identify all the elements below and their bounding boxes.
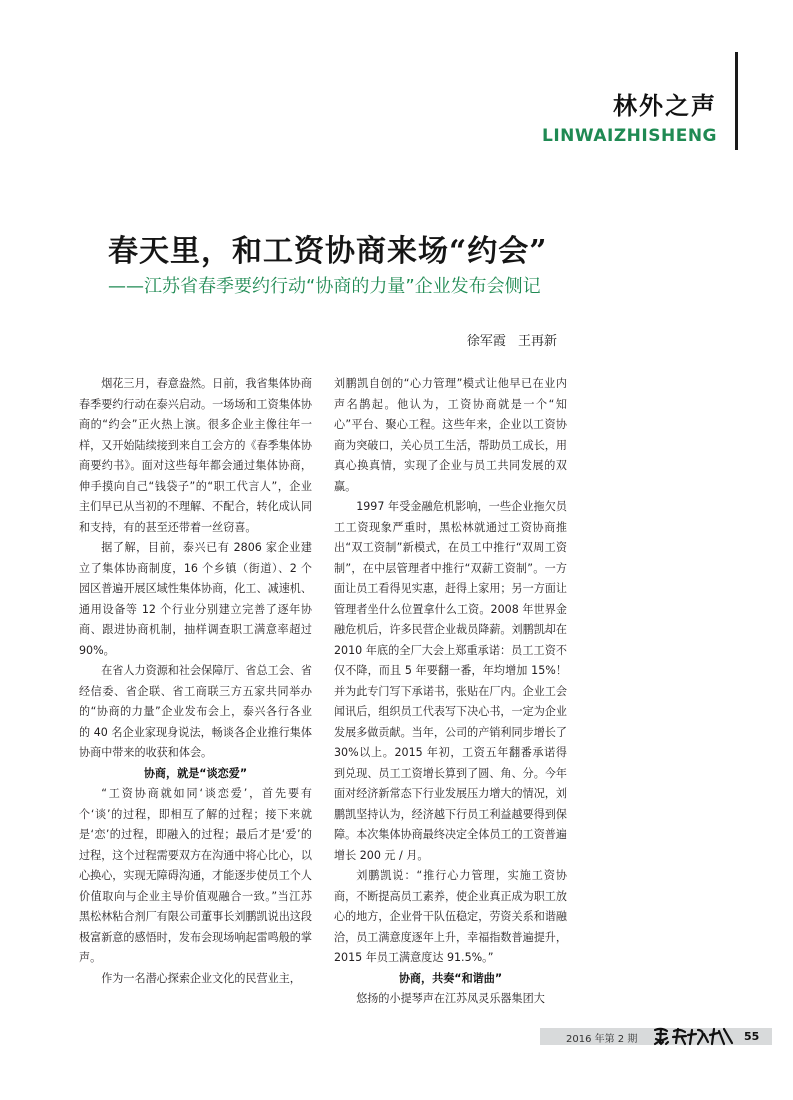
section-subheading: 协商，共奏“和谐曲” (398, 971, 503, 985)
page-number: 55 (744, 1030, 760, 1043)
paragraph: 烟花三月，春意盎然。日前，我省集体协商春季要约行动在泰兴启动。一场场和工资集体协商的“约会”正火热上演。很多企业主像往年一样，又开始陆续接到来自工会方的《春季集体协商要约书》。面对这些每年都会通过集体协商，伸手摸向自己“钱袋子”的“职工代言人”，企业主们早已从当初的不理解、不配合，转化成认同和支持，有的甚至还带着一丝窃喜。 (79, 377, 312, 534)
section-subheading: 协商，就是“谈恋爱” (143, 766, 248, 780)
body-column-right (334, 374, 567, 1010)
header-vertical-rule (735, 52, 738, 150)
paragraph: “工资协商就如同‘谈恋爱’，首先要有个‘谈’的过程，即相互了解的过程；接下来就是‘恋’的过程，即融入的过程；最后才是‘爱’的过程，这个过程需要双方在沟通中将心比心，以心换心，实现无障碍沟通，才能逐步使员工个人价值取向与企业主导价值观融合一致。”当江苏黑松林粘合剂厂有限公司董事长刘鹏凯说出这段极富新意的感悟时，发布会现场响起雷鸣般的掌声。 (79, 787, 312, 964)
section-title: 林外之声 (613, 92, 717, 120)
article-authors: 徐军霞 王再新 (466, 334, 557, 349)
magazine-logo (652, 1025, 738, 1047)
paragraph: 据了解，目前，泰兴已有 2806 家企业建立了集体协商制度，16 个乡镇（街道）、2 个园区普遍开展区域性集体协商，化工、减速机、通用设备等 12 个行业分别建立完善了逐年协商、跟进协商机制，抽样调查职工满意率超过 90%。 (79, 541, 312, 657)
section-pinyin: LINWAIZHISHENG (542, 126, 717, 146)
article-subtitle: ——江苏省春季要约行动“协商的力量”企业发布会侧记 (108, 276, 541, 297)
body-column-left (79, 374, 312, 989)
issue-label: 2016 年第 2 期 (566, 1034, 638, 1045)
paragraph: 悠扬的小提琴声在江苏凤灵乐器集团大 (356, 992, 545, 1005)
paragraph: 在省人力资源和社会保障厅、省总工会、省经信委、省企联、省工商联三方五家共同举办的“协商的力量”企业发布会上，泰兴各行各业的 40 名企业家现身说法，畅谈各企业推行集体协商中带来的收获和体会。 (79, 664, 312, 759)
paragraph: 作为一名潜心探索企业文化的民营业主， (101, 971, 301, 985)
paragraph: 刘鹏凯说：“推行心力管理，实施工资协商，不断提高员工素养，使企业真正成为职工放心的地方，企业骨干队伍稳定，劳资关系和谐融洽，员工满意度逐年上升，幸福指数普遍提升，2015 年员工满意度达 91.5%。” (334, 869, 567, 964)
paragraph: 刘鹏凯自创的“心力管理”模式让他早已在业内声名鹊起。他认为，工资协商就是一个“知心”平台、聚心工程。这些年来，企业以工资协商为突破口，关心员工生活，帮助员工成长，用真心换真情，实现了企业与员工共同发展的双赢。 (334, 377, 567, 493)
article-title: 春天里，和工资协商来场“约会” (108, 234, 548, 269)
paragraph: 1997 年受金融危机影响，一些企业拖欠员工工资现象严重时，黑松林就通过工资协商推出“双工资制”新模式，在员工中推行“双周工资制”，在中层管理者中推行“双薪工资制”。一方面让员工看得见实惠，赶得上家用；另一方面让管理者坐什么位置拿什么工资。2008 年世界金融危机后，许多民营企业裁员降薪。刘鹏凯却在 2010 年底的全厂大会上郑重承诺：员工工资不仅不降，而且 5 年要翻一番，年均增加 15%！并为此专门写下承诺书，张贴在厂内。企业工会闻讯后，组织员工代表写下决心书，一定为企业发展多做贡献。当年，公司的产销利同步增长了 30%以上。2015 年初，工资五年翻番承诺得到兑现、员工工资增长算到了圆、角、分。今年面对经济新常态下行业发展压力增大的情况，刘鹏凯坚持认为，经济越下行员工利益越要得到保障。本次集体协商最终决定全体员工的工资普遍增长 200 元 / 月。 (334, 500, 567, 862)
